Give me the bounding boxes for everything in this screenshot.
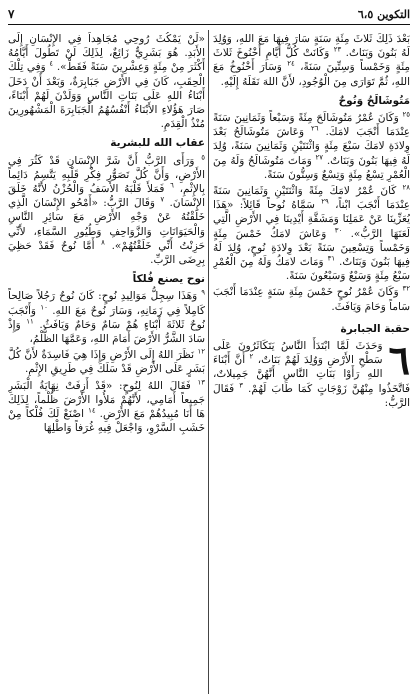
verse-text-content: أَنَّ أَبْنَاءَ اللهِ رَأَوْا بَنَاتِ النَّاسِ أَنَّهُنَّ جَمِيلاتٌ، فَاتَّخَذُوا مِنْهُنَّ زَوْجَاتٍ كَمَا طَابَ لَهُمْ. <box>213 354 410 395</box>
verse-text-content: كَانَ عُمْرُ لامَكَ مِئَةً وَاثْنَتَيْنِ وَثَمَانِينَ سَنَةً عِنْدَمَا أَنْجَبَ ابْناً، <box>213 185 410 212</box>
verse-text-content: وَأَنْجَبَ نُوحٌ ثَلاثَةَ أَبْنَاءٍ هُمْ سَامٌ وَحَامٌ وَيَافَثُ. <box>8 304 205 331</box>
verse-text-content: وَكَانَ عُمْرُ مَتُوشَالَحَ مِئَةً وَسَبْعاً وَثَمَانِينَ سَنَةً عِنْدَمَا أَنْجَبَ لامَكَ. <box>213 112 410 139</box>
section-heading: نوح يصنع فُلكاً <box>132 273 205 286</box>
verse-text <box>213 32 410 89</box>
left-column <box>8 32 205 694</box>
verse-number: ٢٩ <box>321 197 329 206</box>
verse-number: ٢٨ <box>402 183 410 192</box>
verse-text <box>8 154 205 268</box>
section-heading: مَتُوشَالَحُ وَنُوحٌ <box>338 94 410 107</box>
verse-text <box>213 111 410 182</box>
page-number: ٧ <box>8 7 15 21</box>
verse-text-content: اصْنَعْ لَكَ فُلْكاً مِنْ خَشَبِ السَّرْوِ، وَاجْعَلْ فِيهِ غُرَفاً وَاطْلِهَا <box>8 408 205 435</box>
verse-number: ٣ <box>239 381 243 390</box>
verse-number: ٦ <box>170 181 174 190</box>
running-title: التكوين ٦،٥ <box>357 7 410 21</box>
verse-number: ١١ <box>26 317 34 326</box>
verse-number: ١٤ <box>88 406 96 415</box>
verse-text-content: «لَنْ يَمْكُثَ رُوحِي مُجَاهِداً فِي الإِنْسَانِ إِلَى الأَبَدِ. هُوَ بَشَرِيٌّ زَائِغٌ، لِذَلِكَ لَنْ تَطُولَ أَيَّامُهُ أَكْثَرَ مِنْ مِئَةٍ وَعِشْرِينَ سَنَةً فَقَطْ». <box>8 33 205 74</box>
chapter-block <box>213 322 410 410</box>
verse-text <box>8 348 205 376</box>
verse-text-content: وَعَاشَ لامَكُ خَمْسَ مِئَةٍ وَخَمْساً وَتِسْعِينَ سَنَةً بَعْدَ وِلادَةِ نُوحٍ، وُلِدَ لَهُ فِيهَا بَنُونَ وَبَنَاتٌ. <box>213 227 410 269</box>
verse-text-content: فَمَلأَ قَلْبَهُ الأَسَفُ وَالْحُزْنُ لأَنَّهُ خَلَقَ الإِنْسَانَ. <box>8 183 205 210</box>
verse-text-content: فَقَالَ اللهُ لِنُوحٍ: «قَدْ أَزِفَتْ نِهَايَةُ الْبَشَرِ جَمِيعاً أَمَامِي، لأَنَّهُمْ مَلأُوا الأَرْضَ ظُلْماً، لِذَلِكَ هَا أَنَا مُبِيدُهُمْ مَعَ الأَرْضِ. <box>8 379 205 421</box>
verse-number: ٣٠ <box>334 226 343 235</box>
verse-text <box>213 184 410 283</box>
verse-number: ٢٦ <box>311 124 319 133</box>
verse-text-content: وَسَارَ أَخْنُوخُ مَعَ اللهِ، ثُمَّ تَوَارَى مِنَ الْوُجُودِ، لأَنَّ اللهَ نَقَلَهُ إِلَيْهِ. <box>213 61 410 88</box>
verse-number: ١٣ <box>197 378 205 387</box>
verse-number: ٢٥ <box>402 110 410 119</box>
verse-text-content: بَعْدَ ذَلِكَ ثَلاثَ مِئَةِ سَنَةٍ سَارَ فِيهَا مَعَ اللهِ، وَوُلِدَ لَهُ بَنُونَ وَبَنَاتٌ. <box>213 33 410 60</box>
verse-text-content: وَكَانَ عُمْرُ نُوحٍ خَمْسَ مِئَةِ سَنَةٍ عِنْدَمَا أَنْجَبَ سَاماً وَحَامَ وَيَافَثَ. <box>213 286 410 313</box>
verse-number: ٢٤ <box>287 59 295 68</box>
right-column <box>213 32 410 694</box>
verse-text-content: وَإِذْ سَادَ الشَّرُّ الأَرْضَ أَمَامَ اللهِ، وَعَمَّهَا الظُّلْمُ، <box>8 318 205 346</box>
verse-number: ٣٢ <box>402 284 410 293</box>
verse-text-content: وَمَاتَ لامَكُ وَلَهُ مِنَ الْعُمْرِ سَبْعُ مِئَةٍ وَسَبْعٌ وَسَبْعُونَ سَنَةً. <box>213 256 410 283</box>
verse-text-content: وَرَأَى الرَّبُّ أَنَّ شَرَّ الإِنْسَانِ قَدْ كَثُرَ فِي الأَرْضِ، وَأَنَّ كُلَّ تَصَوُّرِ فِكْرِ قَلْبِهِ يَتَّسِمُ دَائِماً بِالإِثْمِ، <box>8 154 205 196</box>
chapter-number: ٦ <box>388 337 410 385</box>
verse-text <box>8 379 205 436</box>
verse-number: ٢٧ <box>315 153 324 162</box>
verse-number: ١٢ <box>197 347 205 356</box>
section-heading: حقبة الجبابرة <box>340 322 410 335</box>
section-heading: عقاب الله للبشرية <box>110 137 205 150</box>
verse-text <box>213 285 410 313</box>
column-divider <box>208 30 209 694</box>
verse-number: ٢٣ <box>333 45 342 54</box>
verse-text-content: وَحَدَثَ لَمَّا ابْتَدَأَ النَّاسُ يَتَكَاثَرُونَ عَلَى سَطْحِ الأَرْضِ وَوُلِدَ لَهُمْ بَنَاتٌ، <box>213 340 383 367</box>
verse-text <box>213 339 410 410</box>
verse-text-content: وَعَاشَ مَتُوشَالَحُ بَعْدَ وِلادَةِ لامَكَ سَبْعَ مِئَةٍ وَاثْنَتَيْنِ وَثَمَانِينَ سَنَةً، وُلِدَ لَهُ فِيهَا بَنُونَ وَبَنَاتٌ. <box>213 126 410 167</box>
verse-text-content: وَكَانَتْ كُلُّ أَيَّامِ أَخْنُوخَ ثَلاثَ مِئَةٍ وَخَمْساً وَسِتِّينَ سَنَةً، <box>213 47 410 74</box>
verse-text-content: وَقَالَ الرَّبُّ: «أَمْحُو الإِنْسَانَ الَّذِي خَلَقْتُهُ عَنْ وَجْهِ الأَرْضِ مَعَ سَائِرِ النَّاسِ وَالْحَيَوَانَاتِ وَالزَّوَاحِفِ وَطُيُورِ السَّمَاءِ، لأَنِّي حَزِنْتُ أَنِّي خَلَقْتُهُمْ». <box>8 197 205 252</box>
verse-number: ٤ <box>49 59 54 68</box>
verse-number: ١٠ <box>40 303 48 312</box>
verse-number: ٥ <box>201 153 205 162</box>
verse-text-content: أَمَّا نُوحٌ فَقَدْ حَظِيَ بِرِضَى الرَّبِّ. <box>8 239 205 267</box>
verse-text-content: وَهَذَا سِجِلُّ مَوَالِيدِ نُوحٍ: كَانَ نُوحٌ رَجُلاً صَالِحاً كَامِلاً فِي زَمَانِهِ، وَسَارَ نُوحٌ مَعَ اللهِ. <box>8 290 205 317</box>
verse-text <box>8 32 205 131</box>
verse-text <box>8 289 205 346</box>
verse-number: ٩ <box>201 288 205 297</box>
page-header <box>8 4 410 25</box>
verse-text-content: وَفِي تِلْكَ الْحِقَبِ، كَانَ فِي الأَرْضِ جَبَابِرَةٌ، وَبَعْدَ أَنْ دَخَلَ أَبْنَاءُ اللهِ عَلَى بَنَاتِ النَّاسِ وَوَلَدْنَ لَهُمْ أَبْنَاءً، صَارَ هَؤُلاءِ الأَبْنَاءُ أَنْفُسُهُمُ الْجَبَابِرَةَ الْمَشْهُورِينَ مُنْذُ الْقِدَمِ. <box>8 61 205 131</box>
verse-text-content: نَظَرَ اللهُ إِلَى الأَرْضِ وَإِذَا هِيَ فَاسِدَةٌ لأَنَّ كُلَّ بَشَرٍ عَلَى الأَرْضِ قَدْ سَلَكَ فِي طَرِيقِ الإِثْمِ. <box>8 349 205 376</box>
verse-text-content: وَمَاتَ مَتُوشَالَحُ وَلَهُ مِنَ الْعُمْرِ تِسْعُ مِئَةٍ وَتِسْعٌ وَسِتُّونَ سَنَةً. <box>213 154 410 181</box>
verse-text-content: سَمَّاهُ نُوحاً قَائِلاً: «هَذَا يُعَزِّينَا عَنْ عَمَلِنَا وَمَشَقَّةِ أَيْدِينَا فِي الأَرْضِ الَّتِي لَعَنَهَا الرَّبُّ». <box>213 199 410 240</box>
verse-number: ٢ <box>249 352 254 361</box>
verse-number: ٧ <box>160 195 165 204</box>
verse-text-content: فَقَالَ الرَّبُّ: <box>213 382 410 409</box>
verse-number: ٣١ <box>327 254 336 263</box>
verse-number: ٨ <box>101 238 105 247</box>
